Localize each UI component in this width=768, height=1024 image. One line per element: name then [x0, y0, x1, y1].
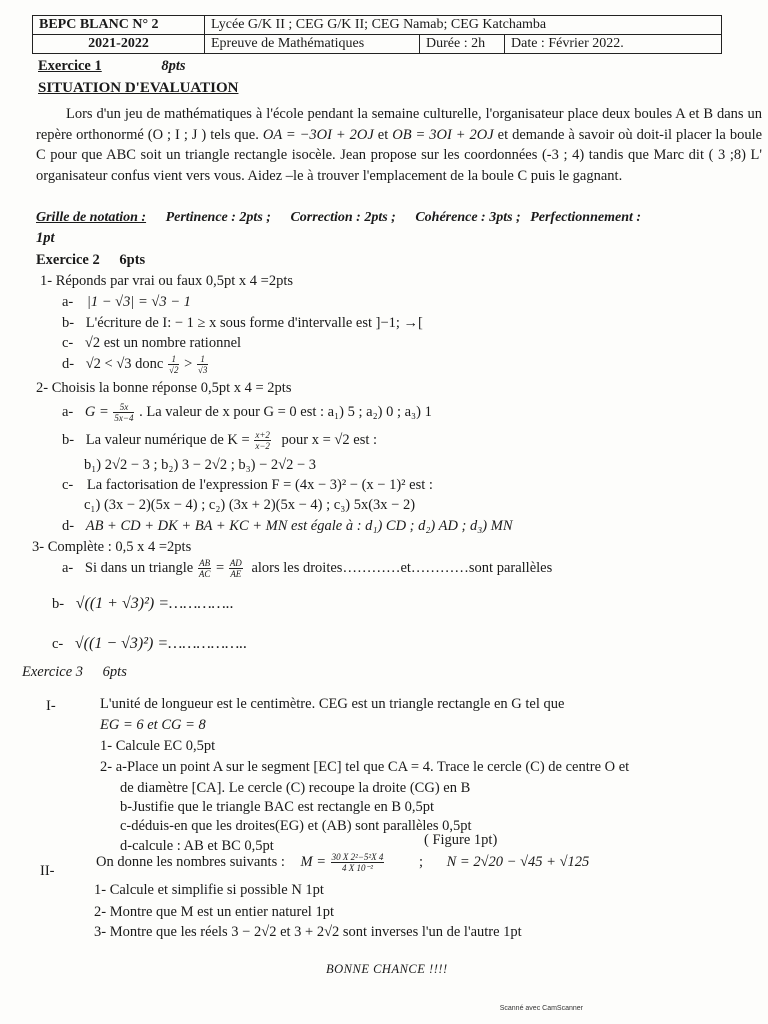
ex2-q1c: c- √2 est un nombre rationnel	[62, 335, 242, 351]
ex3-q2d: d-calcule : AB et BC 0,5pt	[120, 838, 274, 854]
ex3-q2a: 2- a-Place un point A sur le segment [EC] tel que CA = 4. Trace le cercle (C) de centre O et	[100, 759, 630, 775]
ex2-q3b: b- √((1 + √3)²) =…………..	[52, 595, 234, 612]
fraction-ad-ae: $\frac{AD}{AE}$	[229, 558, 242, 580]
ex3-part1-data: EG = 6 et CG = 8	[100, 717, 206, 733]
ex3-part2-numbers: On donne les nombres suivants : M = $\frac{\text{30 X 2²−5²X 4}}{\text{4 X 10⁻²}}$ ; N = 2√20 − √45 + √125	[96, 852, 590, 874]
ex2-q1b: b- L'écriture de I: − 1 ≥ x sous forme d'intervalle est ]−1; →[	[62, 315, 423, 331]
ex2-q3a: a- Si dans un triangle $\frac{AB}{AC}$ = $\frac{AD}{AE}$ alors les droites…………et…………sont parallèles	[62, 558, 553, 580]
ex1-heading	[38, 56, 186, 76]
fraction-1-over-sqrt2: $\frac{1}{√2}$	[169, 354, 179, 376]
ex2-title: Exercice 2	[36, 252, 100, 268]
ex2-q3c: c- √((1 − √3)²) =……………..	[52, 635, 248, 652]
ex2-q3: 3- Complète : 0,5 x 4 =2pts	[32, 539, 192, 555]
ex3-q2b: b-Justifie que le triangle BAC est rectangle en B 0,5pt	[120, 799, 435, 815]
ex3-q2a-continued: de diamètre [CA]. Le cercle (C) recoupe la droite (CG) en B	[120, 780, 471, 796]
vector-ob: OB = 3OI + 2OJ	[392, 126, 494, 143]
fraction-k: $\frac{x+2}{x-2}$	[255, 430, 270, 452]
scanner-watermark: Scanné avec CamScanner	[499, 1005, 583, 1012]
ex3-title: Exercice 3	[22, 664, 84, 680]
ex2-q2d: d- AB + CD + DK + BA + KC + MN est égale à : d₁) CD ; d₂) AD ; d₃) MN	[62, 518, 513, 534]
et-word: et	[377, 126, 389, 143]
ex2-q2b: b- La valeur numérique de K = $\frac{x+2}{x-2}$ pour x = √2 est :	[62, 430, 378, 452]
duration: Durée : 2h	[420, 35, 505, 54]
grille-perfectionnement: Perfectionnement :	[530, 210, 642, 225]
ex2-q2: 2- Choisis la bonne réponse 0,5pt x 4 = 2pts	[36, 380, 292, 396]
exam-title: BEPC BLANC N° 2	[33, 16, 205, 35]
grille-coherence: Cohérence : 3pts ;	[415, 210, 521, 225]
ex2-q2c-options: c₁) (3x − 2)(5x − 4) ; c₂) (3x + 2)(5x − 4) ; c₃) 5x(3x − 2)	[84, 497, 416, 513]
ex3-part1-label: I-	[46, 698, 56, 714]
vector-oa: OA = −3OI + 2OJ	[262, 126, 374, 143]
grille-line	[36, 208, 641, 228]
ex1-title: Exercice 1	[38, 58, 102, 74]
grille-pertinence: Pertinence : 2pts ;	[165, 210, 271, 225]
grille-label: Grille de notation :	[36, 210, 147, 225]
ex2-q1d: d- √2 < √3 donc $\frac{1}{√2}$ > $\frac{1}{√3}$	[62, 354, 208, 376]
ex3-part2-q1: 1- Calcule et simplifie si possible N 1pt	[94, 882, 324, 898]
exam-date: Date : Février 2022.	[505, 35, 722, 54]
ex3-part2-label: II-	[40, 863, 55, 879]
fraction-g: $\frac{5x}{5x-4}$	[114, 402, 134, 424]
ex3-q1: 1- Calcule EC 0,5pt	[100, 738, 216, 754]
ex3-q2c: c-déduis-en que les droites(EG) et (AB) sont parallèles 0,5pt	[120, 818, 472, 834]
subject: Epreuve de Mathématiques	[205, 35, 420, 54]
ex3-points: 6pts	[102, 664, 127, 680]
ex2-q2b-options: b₁) 2√2 − 3 ; b₂) 3 − 2√2 ; b₃) − 2√2 − 3	[84, 457, 317, 473]
grille-last: 1pt	[36, 230, 55, 246]
ex2-q1: 1- Réponds par vrai ou faux 0,5pt x 4 =2pts	[40, 273, 294, 289]
ex1-statement	[36, 104, 762, 186]
grille-correction: Correction : 2pts ;	[290, 210, 396, 225]
ex3-figure-points: ( Figure 1pt)	[424, 832, 498, 848]
situation-title: SITUATION D'EVALUATION	[38, 80, 239, 96]
ex1-para1: Lors d'un jeu de mathématiques à l'école pendant la semaine culturelle, l'organisateur place deux boules A et B dans un repère orthonormé (O ; I ; J ) tels que.	[36, 106, 762, 143]
ex3-part2-q2: 2- Montre que M est un entier naturel 1pt	[94, 904, 334, 920]
closing-message: BONNE CHANCE !!!!	[326, 962, 448, 976]
ex3-part2-q3: 3- Montre que les réels 3 − 2√2 et 3 + 2√2 sont inverses l'un de l'autre 1pt	[94, 924, 522, 940]
exam-header-table	[32, 15, 722, 54]
schools: Lycée G/K II ; CEG G/K II; CEG Namab; CEG Katchamba	[205, 16, 722, 35]
ex2-q2c: c- La factorisation de l'expression F = (4x − 3)² − (x − 1)² est :	[62, 477, 433, 493]
ex3-part1-intro: L'unité de longueur est le centimètre. CEG est un triangle rectangle en G tel que	[100, 696, 565, 712]
ex1-points: 8pts	[161, 58, 186, 74]
ex2-heading	[36, 250, 145, 270]
ex2-q2a: a- G = $\frac{5x}{5x-4}$ . La valeur de x pour G = 0 est : a₁) 5 ; a₂) 0 ; a₃) 1	[62, 402, 432, 424]
fraction-ab-ac: $\frac{AB}{AC}$	[198, 558, 211, 580]
fraction-1-over-sqrt3: $\frac{1}{√3}$	[197, 354, 208, 376]
ex2-points: 6pts	[119, 252, 146, 268]
fraction-m: $\frac{\text{30 X 2²−5²X 4}}{\text{4 X 10⁻²}}$	[331, 852, 384, 874]
ex3-heading	[22, 662, 127, 682]
school-year: 2021-2022	[33, 35, 205, 54]
ex1-para2: et demande à savoir où doit-il placer la boule C pour que ABC soit un triangle rectangle isocèle. Jean propose sur les coordonnées (-3 ; 4) tandis que Marc dit ( 3 ;8) L' organisateur confus vient vers vous. Aidez –le à trouver l'emplacement de la boule C puis le gagnant.	[36, 126, 763, 184]
ex2-q1a: a- |1 − √3| = √3 − 1	[62, 294, 191, 310]
